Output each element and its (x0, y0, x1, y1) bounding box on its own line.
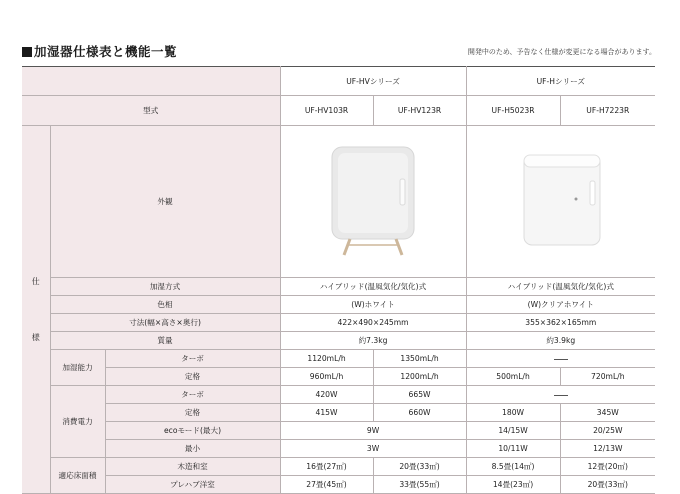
appearance-hv (280, 126, 466, 278)
power-eco-row (22, 422, 655, 440)
series-header-blank (22, 67, 280, 96)
appearance-h (466, 126, 655, 278)
min-label: 最小 (105, 440, 280, 458)
cap-rated-cell: 720mL/h (560, 368, 655, 386)
area-label: 適応床面積 (50, 458, 105, 494)
cap-turbo-cell: 1350mL/h (373, 350, 466, 368)
method-label: 加湿方式 (50, 278, 280, 296)
power-min-row (22, 440, 655, 458)
model-row (22, 96, 655, 126)
model-label: 型式 (22, 96, 280, 126)
pow-eco-cell: 14/15W (466, 422, 560, 440)
dash-icon (554, 359, 568, 360)
area-prefab-cell: 27畳(45㎡) (280, 476, 373, 494)
cap-rated-cell: 1200mL/h (373, 368, 466, 386)
weight-label: 質量 (50, 332, 280, 350)
disclaimer-note: 開発中のため、予告なく仕様が変更になる場合があります。 (467, 48, 656, 56)
rated-label: 定格 (105, 368, 280, 386)
area-prefab-cell: 20畳(33㎡) (560, 476, 655, 494)
pow-min-cell: 10/11W (466, 440, 560, 458)
color-hv: (W)ホワイト (280, 296, 466, 314)
color-label: 色相 (50, 296, 280, 314)
wood-label: 木造和室 (105, 458, 280, 476)
turbo-label: ターボ (105, 386, 280, 404)
pow-min-cell: 12/13W (560, 440, 655, 458)
capacity-turbo-row (22, 350, 655, 368)
pow-turbo-h (466, 386, 655, 404)
method-hv: ハイブリッド(温風気化/気化)式 (280, 278, 466, 296)
cap-rated-cell: 960mL/h (280, 368, 373, 386)
pow-rated-cell: 345W (560, 404, 655, 422)
pow-eco-hv: 9W (280, 422, 466, 440)
power-rated-row (22, 404, 655, 422)
humidifier-hv-image (328, 145, 418, 257)
series-h: UF-Hシリーズ (466, 67, 655, 96)
size-h: 355×362×165mm (466, 314, 655, 332)
pow-rated-cell: 415W (280, 404, 373, 422)
appearance-row (22, 126, 655, 278)
capacity-rated-row (22, 368, 655, 386)
spec-table (22, 66, 655, 494)
series-hv: UF-HVシリーズ (280, 67, 466, 96)
pow-rated-cell: 660W (373, 404, 466, 422)
spec-side-label-text: 仕 様 (31, 276, 40, 342)
area-wood-row (22, 458, 655, 476)
capacity-label: 加湿能力 (50, 350, 105, 386)
color-row (22, 296, 655, 314)
rated-label: 定格 (105, 404, 280, 422)
humidifier-h-image (516, 151, 606, 251)
model-cell: UF-H7223R (560, 96, 655, 126)
pow-turbo-cell: 420W (280, 386, 373, 404)
dash-icon (554, 395, 568, 396)
size-hv: 422×490×245mm (280, 314, 466, 332)
power-turbo-row (22, 386, 655, 404)
method-row (22, 278, 655, 296)
size-label: 寸法(幅×高さ×奥行) (50, 314, 280, 332)
area-wood-cell: 20畳(33㎡) (373, 458, 466, 476)
cap-turbo-h (466, 350, 655, 368)
cap-rated-cell: 500mL/h (466, 368, 560, 386)
area-wood-cell: 16畳(27㎡) (280, 458, 373, 476)
square-bullet-icon (22, 47, 32, 57)
weight-row (22, 332, 655, 350)
color-h: (W)クリアホワイト (466, 296, 655, 314)
pow-eco-cell: 20/25W (560, 422, 655, 440)
model-cell: UF-H5023R (466, 96, 560, 126)
pow-min-hv: 3W (280, 440, 466, 458)
page-title-text: 加湿器仕様表と機能一覧 (34, 44, 178, 59)
area-wood-cell: 8.5畳(14㎡) (466, 458, 560, 476)
weight-hv: 約7.3kg (280, 332, 466, 350)
model-cell: UF-HV103R (280, 96, 373, 126)
prefab-label: プレハブ洋室 (105, 476, 280, 494)
pow-turbo-cell: 665W (373, 386, 466, 404)
spec-side-label (22, 126, 50, 494)
cap-turbo-cell: 1120mL/h (280, 350, 373, 368)
pow-rated-cell: 180W (466, 404, 560, 422)
area-wood-cell: 12畳(20㎡) (560, 458, 655, 476)
series-row (22, 67, 655, 96)
area-prefab-row (22, 476, 655, 494)
area-prefab-cell: 33畳(55㎡) (373, 476, 466, 494)
method-h: ハイブリッド(温風気化/気化)式 (466, 278, 655, 296)
size-row (22, 314, 655, 332)
eco-label: ecoモード(最大) (105, 422, 280, 440)
turbo-label: ターボ (105, 350, 280, 368)
area-prefab-cell: 14畳(23㎡) (466, 476, 560, 494)
power-label: 消費電力 (50, 386, 105, 458)
weight-h: 約3.9kg (466, 332, 655, 350)
model-cell: UF-HV123R (373, 96, 466, 126)
page-title (22, 42, 177, 60)
appearance-label: 外観 (50, 126, 280, 278)
